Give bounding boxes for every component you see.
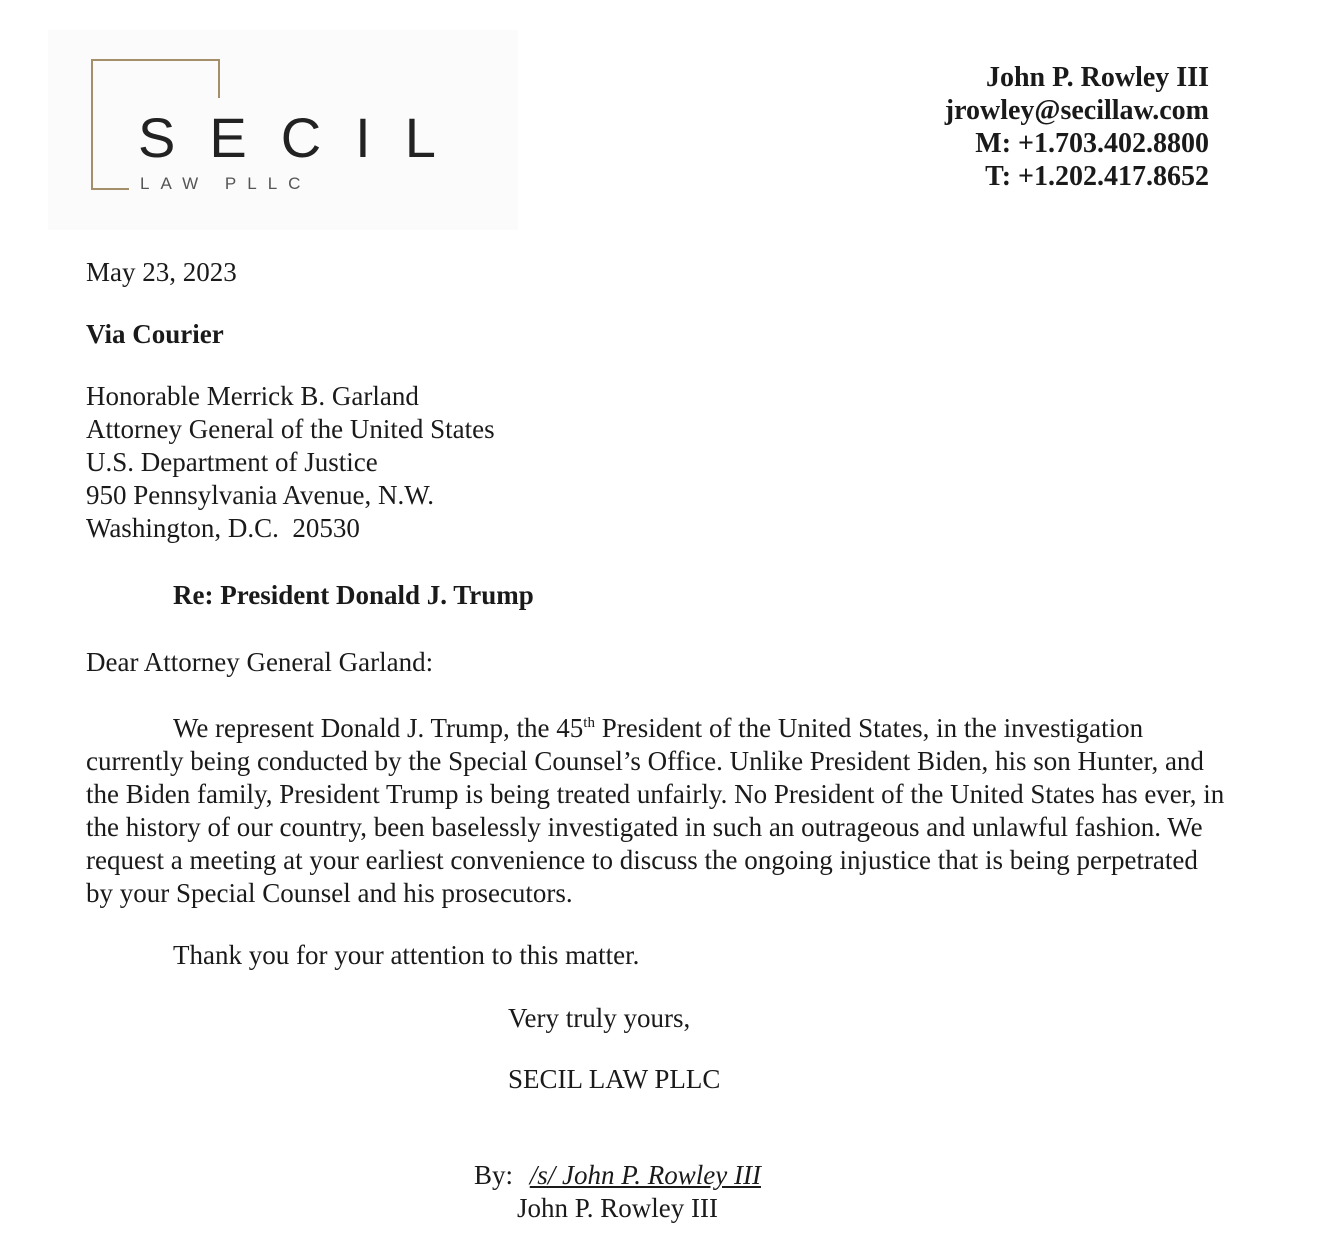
logo-subline: LAW PLLC — [140, 174, 312, 193]
body-text-rest: President of the United States, in the investigation currently being conducted by the Special Counsel’s Office. Unlike President Biden, his son Hunter, and the Biden family, President Trump is being treated unfairly. No President of the United States has ever, in the history of our country, been baselessly investigated in such an outrageous and unlawful fashion. We request a meeting at your earliest convenience to discuss the ongoing injustice that is being perpetrated by your Special Counsel and his prosecutors. — [86, 713, 1225, 908]
recipient-line: Attorney General of the United States — [86, 414, 495, 444]
signature-line — [474, 1159, 761, 1192]
electronic-signature: /s/ John P. Rowley III — [529, 1160, 761, 1190]
valediction: Very truly yours, — [508, 1003, 691, 1033]
subject-line: Re: President Donald J. Trump — [173, 580, 534, 610]
signer-name: John P. Rowley III — [517, 1193, 718, 1223]
body-text-start: We represent Donald J. Trump, the 45 — [173, 713, 584, 743]
recipient-line: Honorable Merrick B. Garland — [86, 381, 419, 411]
logo-frame-bottom — [91, 188, 129, 190]
delivery-method: Via Courier — [86, 319, 224, 349]
by-label: By: — [474, 1160, 514, 1190]
contact-name: John P. Rowley III — [985, 62, 1209, 93]
contact-block — [945, 61, 1209, 193]
thank-you-line: Thank you for your attention to this matter. — [173, 940, 640, 970]
recipient-line: U.S. Department of Justice — [86, 447, 378, 477]
recipient-line: Washington, D.C. 20530 — [86, 513, 360, 543]
firm-name: SECIL LAW PLLC — [508, 1064, 721, 1094]
recipient-line: 950 Pennsylvania Avenue, N.W. — [86, 480, 434, 510]
logo-frame-top — [91, 59, 219, 61]
body-paragraph — [86, 712, 1226, 910]
logo-wordmark: SECIL — [138, 106, 470, 169]
ordinal-suffix: th — [583, 715, 595, 731]
contact-mobile: M: +1.703.402.8800 — [975, 128, 1209, 159]
logo-frame-left — [91, 59, 93, 189]
contact-email: jrowley@secillaw.com — [944, 95, 1209, 126]
logo-frame-right — [218, 59, 220, 98]
recipient-address — [86, 380, 495, 545]
salutation: Dear Attorney General Garland: — [86, 647, 434, 677]
contact-telephone: T: +1.202.417.8652 — [985, 161, 1209, 192]
letter-date: May 23, 2023 — [86, 257, 237, 287]
